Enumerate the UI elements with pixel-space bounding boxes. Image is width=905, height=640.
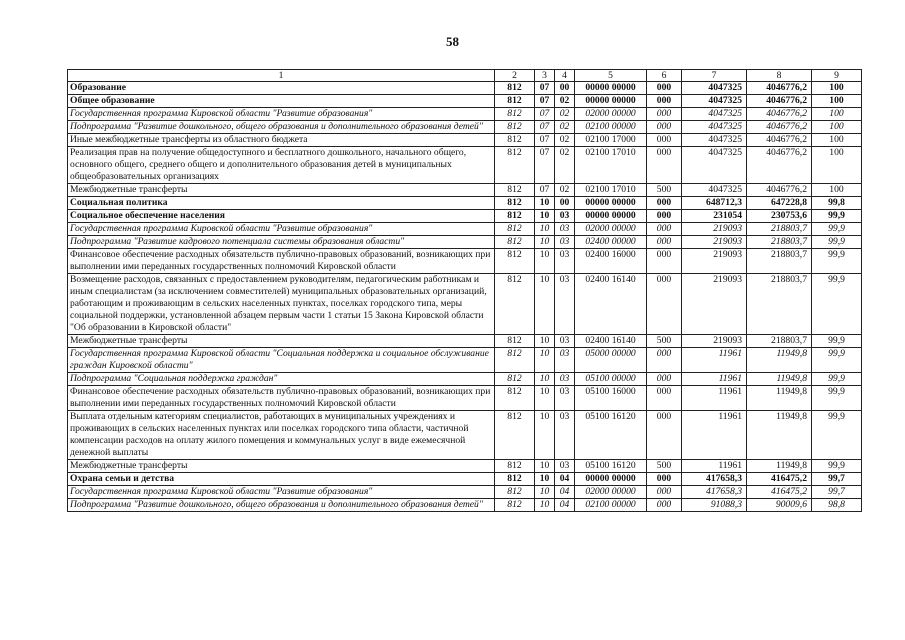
cell-ministry-code: 812 — [495, 486, 535, 499]
cell-subsection: 03 — [555, 348, 575, 373]
cell-expense-type: 000 — [647, 411, 682, 460]
cell-target-article: 05000 00000 — [575, 348, 647, 373]
cell-section: 10 — [535, 486, 555, 499]
cell-planned: 219093 — [682, 223, 747, 236]
page-number: 58 — [446, 34, 459, 49]
cell-ministry-code: 812 — [495, 147, 535, 184]
cell-section: 10 — [535, 473, 555, 486]
cell-percent: 100 — [812, 82, 862, 95]
table-row — [68, 108, 862, 121]
cell-subsection: 03 — [555, 386, 575, 411]
cell-executed: 218803,7 — [747, 274, 812, 335]
cell-executed: 11949,8 — [747, 386, 812, 411]
row-name: Межбюджетные трансферты — [68, 460, 495, 473]
cell-executed: 4046776,2 — [747, 95, 812, 108]
cell-executed: 4046776,2 — [747, 134, 812, 147]
table-row — [68, 373, 862, 386]
cell-subsection: 04 — [555, 473, 575, 486]
cell-executed: 4046776,2 — [747, 108, 812, 121]
table-row — [68, 121, 862, 134]
cell-expense-type: 000 — [647, 95, 682, 108]
cell-percent: 100 — [812, 147, 862, 184]
cell-planned: 4047325 — [682, 134, 747, 147]
cell-ministry-code: 812 — [495, 134, 535, 147]
cell-percent: 99,9 — [812, 411, 862, 460]
cell-section: 10 — [535, 223, 555, 236]
column-header: 4 — [555, 70, 575, 82]
column-header: 3 — [535, 70, 555, 82]
row-name: Государственная программа Кировской области "Развитие образования" — [68, 108, 495, 121]
cell-expense-type: 000 — [647, 499, 682, 512]
cell-percent: 99,9 — [812, 210, 862, 223]
table-row — [68, 486, 862, 499]
row-name: Возмещение расходов, связанных с предоставлением руководителям, педагогическим работникам и иным специалистам (за исключением совместителей) муниципальных образовательных организаций, работающим и проживающим в сельских населенных пунктах, поселках городского типа, меры социальной поддержки, установленной абзацем первым части 1 статьи 15 Закона Кировской области "Об образовании в Кировской области" — [68, 274, 495, 335]
cell-planned: 4047325 — [682, 147, 747, 184]
table-row — [68, 460, 862, 473]
cell-planned: 4047325 — [682, 121, 747, 134]
cell-section: 10 — [535, 249, 555, 274]
cell-ministry-code: 812 — [495, 95, 535, 108]
cell-percent: 99,8 — [812, 197, 862, 210]
cell-target-article: 02400 00000 — [575, 236, 647, 249]
row-name: Общее образование — [68, 95, 495, 108]
cell-expense-type: 000 — [647, 223, 682, 236]
cell-subsection: 03 — [555, 249, 575, 274]
cell-ministry-code: 812 — [495, 236, 535, 249]
cell-expense-type: 000 — [647, 249, 682, 274]
cell-target-article: 02100 00000 — [575, 499, 647, 512]
cell-ministry-code: 812 — [495, 249, 535, 274]
cell-executed: 11949,8 — [747, 460, 812, 473]
cell-planned: 11961 — [682, 411, 747, 460]
cell-ministry-code: 812 — [495, 386, 535, 411]
cell-planned: 231054 — [682, 210, 747, 223]
column-header: 6 — [647, 70, 682, 82]
cell-ministry-code: 812 — [495, 210, 535, 223]
table-row — [68, 223, 862, 236]
cell-percent: 99,9 — [812, 335, 862, 348]
table-row — [68, 134, 862, 147]
budget-table — [67, 69, 862, 512]
cell-percent: 99,9 — [812, 373, 862, 386]
cell-percent: 100 — [812, 184, 862, 197]
cell-expense-type: 000 — [647, 147, 682, 184]
cell-subsection: 04 — [555, 486, 575, 499]
cell-target-article: 02000 00000 — [575, 223, 647, 236]
cell-planned: 11961 — [682, 386, 747, 411]
cell-section: 10 — [535, 210, 555, 223]
table-row — [68, 348, 862, 373]
cell-ministry-code: 812 — [495, 335, 535, 348]
cell-section: 10 — [535, 274, 555, 335]
cell-section: 07 — [535, 121, 555, 134]
row-name: Государственная программа Кировской области "Социальная поддержка и социальное обслуживание граждан Кировской области" — [68, 348, 495, 373]
cell-expense-type: 000 — [647, 486, 682, 499]
cell-percent: 100 — [812, 108, 862, 121]
cell-expense-type: 000 — [647, 210, 682, 223]
cell-planned: 4047325 — [682, 95, 747, 108]
cell-planned: 219093 — [682, 335, 747, 348]
cell-subsection: 03 — [555, 223, 575, 236]
cell-percent: 100 — [812, 134, 862, 147]
cell-percent: 99,9 — [812, 274, 862, 335]
cell-expense-type: 500 — [647, 335, 682, 348]
cell-expense-type: 000 — [647, 274, 682, 335]
table-row — [68, 411, 862, 460]
cell-percent: 99,9 — [812, 460, 862, 473]
cell-planned: 11961 — [682, 373, 747, 386]
cell-target-article: 00000 00000 — [575, 95, 647, 108]
cell-subsection: 03 — [555, 210, 575, 223]
table-row — [68, 197, 862, 210]
row-name: Подпрограмма "Развитие дошкольного, общего образования и дополнительного образования детей" — [68, 121, 495, 134]
cell-subsection: 03 — [555, 460, 575, 473]
cell-expense-type: 000 — [647, 134, 682, 147]
table-body — [68, 70, 862, 512]
row-name: Социальная политика — [68, 197, 495, 210]
cell-section: 10 — [535, 348, 555, 373]
cell-section: 07 — [535, 82, 555, 95]
cell-target-article: 02100 17010 — [575, 184, 647, 197]
cell-ministry-code: 812 — [495, 348, 535, 373]
cell-subsection: 02 — [555, 147, 575, 184]
row-name: Социальное обеспечение населения — [68, 210, 495, 223]
cell-subsection: 03 — [555, 274, 575, 335]
row-name: Финансовое обеспечение расходных обязательств публично-правовых образований, возникающих при выполнении ими переданных государственных полномочий Кировской области — [68, 249, 495, 274]
cell-section: 07 — [535, 147, 555, 184]
cell-subsection: 03 — [555, 373, 575, 386]
cell-subsection: 03 — [555, 236, 575, 249]
column-header: 8 — [747, 70, 812, 82]
cell-executed: 218803,7 — [747, 236, 812, 249]
cell-executed: 230753,6 — [747, 210, 812, 223]
cell-executed: 11949,8 — [747, 373, 812, 386]
cell-target-article: 02000 00000 — [575, 486, 647, 499]
cell-subsection: 04 — [555, 499, 575, 512]
cell-ministry-code: 812 — [495, 108, 535, 121]
cell-planned: 219093 — [682, 249, 747, 274]
cell-target-article: 00000 00000 — [575, 210, 647, 223]
cell-percent: 98,8 — [812, 499, 862, 512]
column-header: 5 — [575, 70, 647, 82]
table-row — [68, 473, 862, 486]
row-name: Межбюджетные трансферты — [68, 184, 495, 197]
cell-section: 07 — [535, 134, 555, 147]
column-header: 1 — [68, 70, 495, 82]
row-name: Образование — [68, 82, 495, 95]
cell-section: 10 — [535, 373, 555, 386]
cell-planned: 91088,3 — [682, 499, 747, 512]
cell-ministry-code: 812 — [495, 121, 535, 134]
cell-executed: 4046776,2 — [747, 121, 812, 134]
cell-section: 10 — [535, 335, 555, 348]
cell-target-article: 05100 16120 — [575, 460, 647, 473]
row-name: Финансовое обеспечение расходных обязательств публично-правовых образований, возникающих при выполнении ими переданных государственных полномочий Кировской области — [68, 386, 495, 411]
cell-section: 10 — [535, 386, 555, 411]
table-row — [68, 274, 862, 335]
row-name: Государственная программа Кировской области "Развитие образования" — [68, 486, 495, 499]
cell-subsection: 02 — [555, 184, 575, 197]
cell-target-article: 00000 00000 — [575, 82, 647, 95]
table-row — [68, 386, 862, 411]
cell-subsection: 02 — [555, 108, 575, 121]
table-row — [68, 210, 862, 223]
cell-section: 07 — [535, 108, 555, 121]
row-name: Подпрограмма "Социальная поддержка граждан" — [68, 373, 495, 386]
cell-target-article: 00000 00000 — [575, 197, 647, 210]
table-row — [68, 335, 862, 348]
cell-target-article: 05100 00000 — [575, 373, 647, 386]
cell-target-article: 02000 00000 — [575, 108, 647, 121]
cell-ministry-code: 812 — [495, 473, 535, 486]
row-name: Государственная программа Кировской области "Развитие образования" — [68, 223, 495, 236]
cell-executed: 4046776,2 — [747, 184, 812, 197]
cell-planned: 11961 — [682, 348, 747, 373]
cell-subsection: 00 — [555, 197, 575, 210]
column-header: 7 — [682, 70, 747, 82]
cell-section: 10 — [535, 411, 555, 460]
cell-ministry-code: 812 — [495, 82, 535, 95]
cell-percent: 99,9 — [812, 223, 862, 236]
cell-target-article: 02100 00000 — [575, 121, 647, 134]
cell-percent: 99,9 — [812, 236, 862, 249]
cell-section: 07 — [535, 95, 555, 108]
row-name: Выплата отдельным категориям специалистов, работающих в муниципальных учреждениях и проживающих в сельских населенных пунктах или поселках городского типа области, частичной компенсации расходов на оплату жилого помещения и коммунальных услуг в виде ежемесячной денежной выплаты — [68, 411, 495, 460]
table-row — [68, 499, 862, 512]
cell-planned: 4047325 — [682, 108, 747, 121]
table-header-row — [68, 70, 862, 82]
cell-executed: 4046776,2 — [747, 82, 812, 95]
cell-expense-type: 000 — [647, 108, 682, 121]
cell-planned: 219093 — [682, 236, 747, 249]
cell-expense-type: 000 — [647, 82, 682, 95]
cell-percent: 100 — [812, 121, 862, 134]
cell-percent: 99,9 — [812, 386, 862, 411]
cell-subsection: 02 — [555, 121, 575, 134]
cell-executed: 218803,7 — [747, 335, 812, 348]
cell-ministry-code: 812 — [495, 197, 535, 210]
row-name: Подпрограмма "Развитие кадрового потенциала системы образования области" — [68, 236, 495, 249]
cell-percent: 99,7 — [812, 473, 862, 486]
cell-ministry-code: 812 — [495, 373, 535, 386]
column-header: 9 — [812, 70, 862, 82]
cell-executed: 416475,2 — [747, 473, 812, 486]
cell-planned: 4047325 — [682, 82, 747, 95]
cell-ministry-code: 812 — [495, 411, 535, 460]
row-name: Реализация прав на получение общедоступного и бесплатного дошкольного, начального общего, основного общего, среднего общего и дополнительного образования детей в муниципальных общеобразовательных организациях — [68, 147, 495, 184]
cell-planned: 417658,3 — [682, 486, 747, 499]
cell-expense-type: 000 — [647, 197, 682, 210]
cell-target-article: 00000 00000 — [575, 473, 647, 486]
cell-expense-type: 000 — [647, 121, 682, 134]
cell-section: 10 — [535, 499, 555, 512]
cell-percent: 99,7 — [812, 486, 862, 499]
cell-planned: 417658,3 — [682, 473, 747, 486]
cell-subsection: 02 — [555, 95, 575, 108]
row-name: Иные межбюджетные трансферты из областного бюджета — [68, 134, 495, 147]
cell-planned: 219093 — [682, 274, 747, 335]
cell-section: 10 — [535, 197, 555, 210]
cell-subsection: 00 — [555, 82, 575, 95]
cell-section: 10 — [535, 236, 555, 249]
cell-executed: 11949,8 — [747, 411, 812, 460]
row-name: Охрана семьи и детства — [68, 473, 495, 486]
cell-ministry-code: 812 — [495, 460, 535, 473]
cell-target-article: 02400 16000 — [575, 249, 647, 274]
cell-percent: 99,9 — [812, 249, 862, 274]
table-row — [68, 236, 862, 249]
cell-executed: 11949,8 — [747, 348, 812, 373]
row-name: Межбюджетные трансферты — [68, 335, 495, 348]
cell-executed: 4046776,2 — [747, 147, 812, 184]
cell-executed: 416475,2 — [747, 486, 812, 499]
table-row — [68, 95, 862, 108]
cell-executed: 218803,7 — [747, 223, 812, 236]
cell-percent: 100 — [812, 95, 862, 108]
cell-target-article: 02100 17010 — [575, 147, 647, 184]
cell-target-article: 02400 16140 — [575, 335, 647, 348]
cell-target-article: 05100 16120 — [575, 411, 647, 460]
table-row — [68, 249, 862, 274]
cell-section: 10 — [535, 460, 555, 473]
cell-section: 07 — [535, 184, 555, 197]
cell-expense-type: 000 — [647, 386, 682, 411]
cell-expense-type: 500 — [647, 460, 682, 473]
cell-expense-type: 500 — [647, 184, 682, 197]
cell-executed: 218803,7 — [747, 249, 812, 274]
cell-expense-type: 000 — [647, 236, 682, 249]
cell-planned: 648712,3 — [682, 197, 747, 210]
cell-target-article: 02400 16140 — [575, 274, 647, 335]
table-row — [68, 147, 862, 184]
cell-executed: 647228,8 — [747, 197, 812, 210]
cell-ministry-code: 812 — [495, 184, 535, 197]
cell-planned: 11961 — [682, 460, 747, 473]
cell-target-article: 05100 16000 — [575, 386, 647, 411]
cell-ministry-code: 812 — [495, 499, 535, 512]
cell-subsection: 03 — [555, 335, 575, 348]
cell-ministry-code: 812 — [495, 274, 535, 335]
table-row — [68, 82, 862, 95]
cell-subsection: 02 — [555, 134, 575, 147]
cell-target-article: 02100 17000 — [575, 134, 647, 147]
column-header: 2 — [495, 70, 535, 82]
row-name: Подпрограмма "Развитие дошкольного, общего образования и дополнительного образования детей" — [68, 499, 495, 512]
cell-subsection: 03 — [555, 411, 575, 460]
cell-planned: 4047325 — [682, 184, 747, 197]
cell-expense-type: 000 — [647, 373, 682, 386]
cell-executed: 90009,6 — [747, 499, 812, 512]
cell-expense-type: 000 — [647, 348, 682, 373]
cell-percent: 99,9 — [812, 348, 862, 373]
cell-expense-type: 000 — [647, 473, 682, 486]
cell-ministry-code: 812 — [495, 223, 535, 236]
table-row — [68, 184, 862, 197]
